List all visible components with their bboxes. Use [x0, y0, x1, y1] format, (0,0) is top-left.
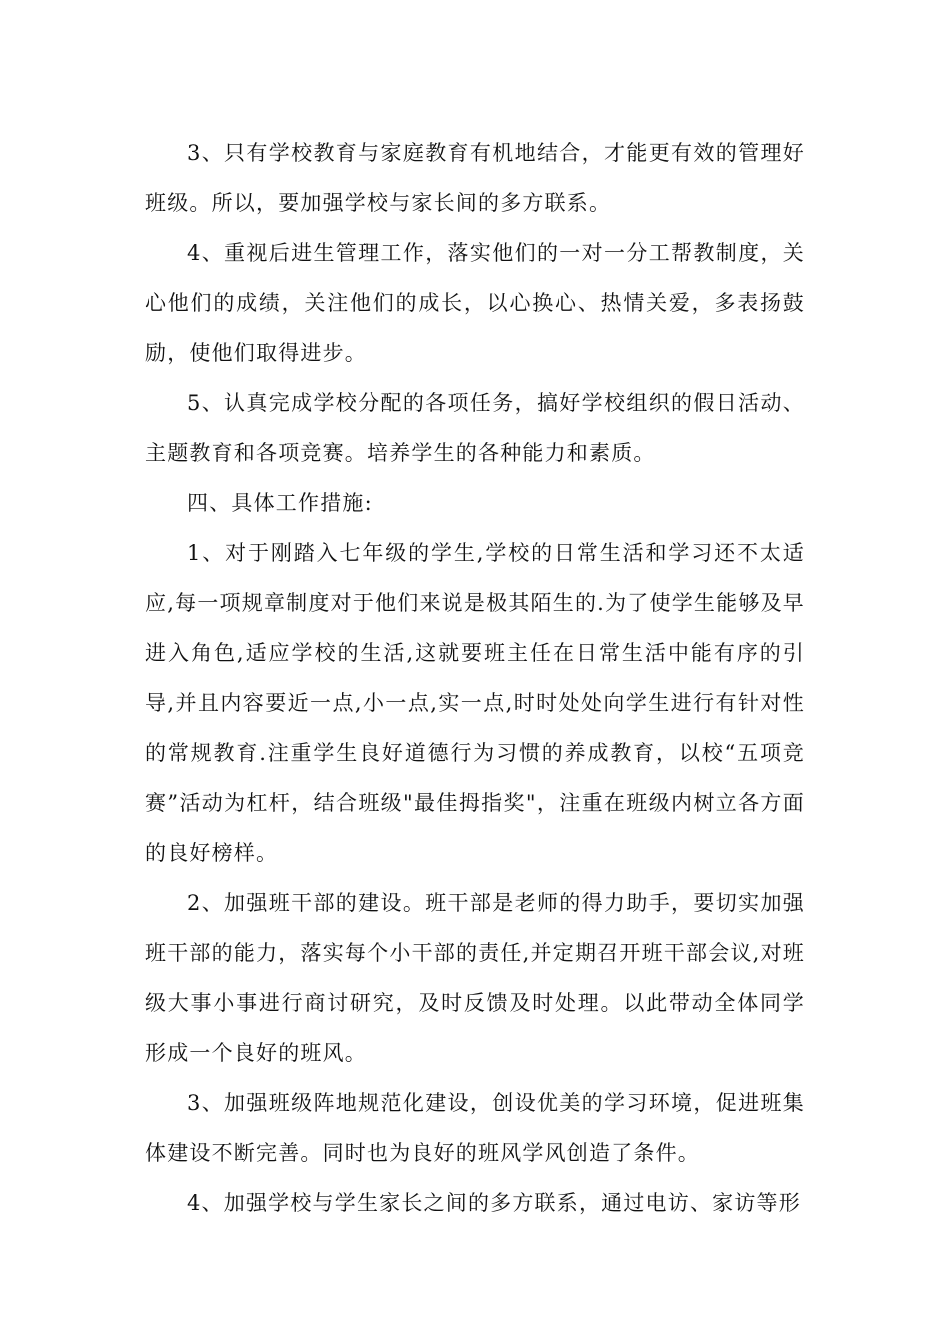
paragraph-item-5: 5、认真完成学校分配的各项任务，搞好学校组织的假日活动、主题教育和各项竞赛。培养学生的各种能力和素质。 [145, 391, 805, 465]
section-heading-measures: 四、具体工作措施: [187, 491, 373, 515]
paragraph-measure-2: 2、加强班干部的建设。班干部是老师的得力助手，要切实加强班干部的能力，落实每个小干部的责任,并定期召开班干部会议,对班级大事小事进行商讨研究，及时反馈及时处理。以此带动全体同学形成一个良好的班风。 [145, 891, 805, 1065]
paragraph-measure-4: 4、加强学校与学生家长之间的多方联系，通过电访、家访等形 [187, 1191, 801, 1215]
document-page [145, 128, 805, 1228]
paragraph-item-3: 3、只有学校教育与家庭教育有机地结合，才能更有效的管理好班级。所以，要加强学校与家长间的多方联系。 [145, 141, 805, 215]
paragraph-item-4: 4、重视后进生管理工作，落实他们的一对一分工帮教制度，关心他们的成绩，关注他们的成长，以心换心、热情关爱，多表扬鼓励，使他们取得进步。 [145, 241, 805, 365]
paragraph-measure-1: 1、对于刚踏入七年级的学生,学校的日常生活和学习还不太适应,每一项规章制度对于他们来说是极其陌生的.为了使学生能够及早进入角色,适应学校的生活,这就要班主任在日常生活中能有序的引导,并且内容要近一点,小一点,实一点,时时处处向学生进行有针对性的常规教育.注重学生良好道德行为习惯的养成教育，以校“五项竞赛”活动为杠杆，结合班级"最佳拇指奖"，注重在班级内树立各方面的良好榜样。 [145, 541, 805, 865]
paragraph-measure-3: 3、加强班级阵地规范化建设，创设优美的学习环境，促进班集体建设不断完善。同时也为良好的班风学风创造了条件。 [145, 1091, 805, 1165]
